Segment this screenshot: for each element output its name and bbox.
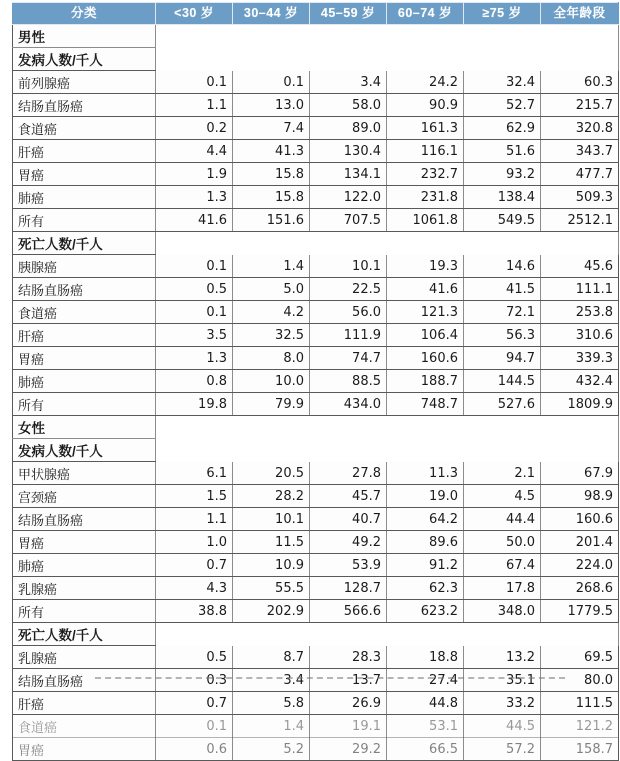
table-row <box>13 186 619 209</box>
cell-value: 19.8 <box>156 393 233 416</box>
cell-value <box>156 25 233 48</box>
cell-value <box>387 48 464 71</box>
cell-value: 72.1 <box>464 301 541 324</box>
cell-value: 310.6 <box>541 324 619 347</box>
cell-value: 19.3 <box>387 255 464 278</box>
table-row <box>13 577 619 600</box>
cell-value: 7.4 <box>233 117 310 140</box>
cell-value: 58.0 <box>310 94 387 117</box>
cell-value: 69.5 <box>541 646 619 669</box>
row-label: 肝癌 <box>13 140 156 163</box>
cell-value: 13.7 <box>310 669 387 692</box>
cell-value: 0.7 <box>156 554 233 577</box>
row-label: 食道癌 <box>13 301 156 324</box>
cell-value: 2512.1 <box>541 209 619 232</box>
cell-value: 19.1 <box>310 715 387 738</box>
cell-value: 158.7 <box>541 738 619 761</box>
cell-value: 13.2 <box>464 646 541 669</box>
row-label: 所有 <box>13 393 156 416</box>
table-row <box>13 255 619 278</box>
row-label: 结肠直肠癌 <box>13 508 156 531</box>
cell-value: 339.3 <box>541 347 619 370</box>
cell-value: 91.2 <box>387 554 464 577</box>
cell-value: 477.7 <box>541 163 619 186</box>
table-row <box>13 71 619 94</box>
cell-value: 151.6 <box>233 209 310 232</box>
cell-value: 28.2 <box>233 485 310 508</box>
cell-value: 1.4 <box>233 715 310 738</box>
cell-value: 224.0 <box>541 554 619 577</box>
cell-value: 121.3 <box>387 301 464 324</box>
cell-value: 18.8 <box>387 646 464 669</box>
cell-value: 160.6 <box>541 508 619 531</box>
cell-value <box>387 439 464 462</box>
table-row <box>13 462 619 485</box>
section-label: 死亡人数/千人 <box>13 232 156 255</box>
section-label: 男性 <box>13 25 156 48</box>
cell-value <box>233 416 310 439</box>
cell-value: 27.8 <box>310 462 387 485</box>
cell-value: 40.7 <box>310 508 387 531</box>
cell-value <box>387 623 464 646</box>
table-row <box>13 324 619 347</box>
cell-value <box>233 439 310 462</box>
cell-value <box>464 232 541 255</box>
cell-value <box>541 48 619 71</box>
cell-value: 35.1 <box>464 669 541 692</box>
table-row <box>13 163 619 186</box>
cell-value: 53.1 <box>387 715 464 738</box>
cell-value: 50.0 <box>464 531 541 554</box>
cell-value: 66.5 <box>387 738 464 761</box>
row-label: 结肠直肠癌 <box>13 94 156 117</box>
cell-value: 74.7 <box>310 347 387 370</box>
cell-value: 8.0 <box>233 347 310 370</box>
cell-value: 80.0 <box>541 669 619 692</box>
cell-value: 15.8 <box>233 186 310 209</box>
cell-value: 44.5 <box>464 715 541 738</box>
cell-value: 67.4 <box>464 554 541 577</box>
cell-value: 748.7 <box>387 393 464 416</box>
cell-value: 27.4 <box>387 669 464 692</box>
cell-value: 2.1 <box>464 462 541 485</box>
cell-value: 5.8 <box>233 692 310 715</box>
cell-value: 62.9 <box>464 117 541 140</box>
cell-value: 13.0 <box>233 94 310 117</box>
table-body <box>13 25 619 761</box>
cell-value: 130.4 <box>310 140 387 163</box>
cell-value: 90.9 <box>387 94 464 117</box>
cell-value: 3.4 <box>233 669 310 692</box>
section-label: 发病人数/千人 <box>13 439 156 462</box>
cell-value: 1.0 <box>156 531 233 554</box>
cell-value <box>541 439 619 462</box>
cell-value <box>541 623 619 646</box>
section-row <box>13 48 619 71</box>
row-label: 结肠直肠癌 <box>13 278 156 301</box>
table-row <box>13 531 619 554</box>
cell-value: 93.2 <box>464 163 541 186</box>
cell-value: 44.4 <box>464 508 541 531</box>
table-row <box>13 715 619 738</box>
cell-value <box>464 48 541 71</box>
cell-value <box>310 25 387 48</box>
cell-value: 707.5 <box>310 209 387 232</box>
cell-value: 0.1 <box>156 715 233 738</box>
cell-value: 3.5 <box>156 324 233 347</box>
table-row <box>13 646 619 669</box>
cell-value <box>387 416 464 439</box>
cell-value: 41.3 <box>233 140 310 163</box>
cell-value: 111.1 <box>541 278 619 301</box>
cancer-statistics-table <box>12 2 619 761</box>
cell-value: 116.1 <box>387 140 464 163</box>
cell-value: 0.8 <box>156 370 233 393</box>
row-label: 所有 <box>13 600 156 623</box>
cell-value <box>310 48 387 71</box>
cell-value: 106.4 <box>387 324 464 347</box>
row-label: 胰腺癌 <box>13 255 156 278</box>
section-row <box>13 416 619 439</box>
cell-value: 38.8 <box>156 600 233 623</box>
cell-value <box>464 439 541 462</box>
cell-value <box>233 232 310 255</box>
row-label: 胃癌 <box>13 738 156 761</box>
section-row <box>13 25 619 48</box>
row-label: 食道癌 <box>13 715 156 738</box>
cell-value: 1809.9 <box>541 393 619 416</box>
cell-value: 1.3 <box>156 347 233 370</box>
cell-value: 44.8 <box>387 692 464 715</box>
row-label: 肺癌 <box>13 554 156 577</box>
cell-value <box>464 416 541 439</box>
cell-value: 53.9 <box>310 554 387 577</box>
row-label: 宫颈癌 <box>13 485 156 508</box>
cell-value: 20.5 <box>233 462 310 485</box>
cell-value <box>233 623 310 646</box>
row-label: 胃癌 <box>13 347 156 370</box>
cell-value: 1.4 <box>233 255 310 278</box>
cell-value <box>156 623 233 646</box>
cell-value: 89.0 <box>310 117 387 140</box>
cell-value: 45.7 <box>310 485 387 508</box>
cell-value: 432.4 <box>541 370 619 393</box>
cell-value: 549.5 <box>464 209 541 232</box>
cell-value: 4.3 <box>156 577 233 600</box>
column-header-75-plus: ≥75 岁 <box>464 3 541 25</box>
cell-value: 566.6 <box>310 600 387 623</box>
row-label: 胃癌 <box>13 531 156 554</box>
cell-value: 0.1 <box>233 71 310 94</box>
cell-value: 32.5 <box>233 324 310 347</box>
cell-value: 232.7 <box>387 163 464 186</box>
cell-value: 67.9 <box>541 462 619 485</box>
cell-value: 0.5 <box>156 646 233 669</box>
cell-value: 88.5 <box>310 370 387 393</box>
cell-value <box>156 416 233 439</box>
cell-value <box>541 416 619 439</box>
cell-value: 0.3 <box>156 669 233 692</box>
cell-value: 3.4 <box>310 71 387 94</box>
cell-value: 0.1 <box>156 255 233 278</box>
table-row <box>13 692 619 715</box>
cell-value: 17.8 <box>464 577 541 600</box>
row-label: 肝癌 <box>13 692 156 715</box>
cell-value: 434.0 <box>310 393 387 416</box>
cell-value: 134.1 <box>310 163 387 186</box>
cell-value <box>156 232 233 255</box>
table-row <box>13 301 619 324</box>
cell-value: 56.3 <box>464 324 541 347</box>
cell-value: 6.1 <box>156 462 233 485</box>
cell-value <box>310 232 387 255</box>
section-row <box>13 623 619 646</box>
cell-value: 4.2 <box>233 301 310 324</box>
cell-value: 22.5 <box>310 278 387 301</box>
cell-value <box>464 623 541 646</box>
cell-value: 128.7 <box>310 577 387 600</box>
cell-value: 11.3 <box>387 462 464 485</box>
cell-value: 32.4 <box>464 71 541 94</box>
column-header-30-44: 30–44 岁 <box>233 3 310 25</box>
cell-value: 268.6 <box>541 577 619 600</box>
cell-value: 15.8 <box>233 163 310 186</box>
table-screenshot <box>0 2 620 758</box>
section-label: 发病人数/千人 <box>13 48 156 71</box>
section-row <box>13 232 619 255</box>
row-label: 所有 <box>13 209 156 232</box>
cell-value: 5.2 <box>233 738 310 761</box>
cell-value: 14.6 <box>464 255 541 278</box>
cell-value: 1.5 <box>156 485 233 508</box>
cell-value <box>310 416 387 439</box>
table-row <box>13 117 619 140</box>
column-header-60-74: 60–74 岁 <box>387 3 464 25</box>
cell-value: 10.0 <box>233 370 310 393</box>
cell-value: 41.6 <box>156 209 233 232</box>
cell-value: 11.5 <box>233 531 310 554</box>
row-label: 胃癌 <box>13 163 156 186</box>
cell-value: 122.0 <box>310 186 387 209</box>
cell-value: 215.7 <box>541 94 619 117</box>
cell-value: 56.0 <box>310 301 387 324</box>
section-label: 女性 <box>13 416 156 439</box>
cell-value: 0.2 <box>156 117 233 140</box>
cell-value: 45.6 <box>541 255 619 278</box>
table-row <box>13 278 619 301</box>
cell-value <box>310 439 387 462</box>
row-label: 甲状腺癌 <box>13 462 156 485</box>
column-header-45-59: 45–59 岁 <box>310 3 387 25</box>
header-row <box>13 3 619 25</box>
cell-value <box>541 232 619 255</box>
table-row <box>13 393 619 416</box>
cell-value: 1.9 <box>156 163 233 186</box>
row-label: 乳腺癌 <box>13 577 156 600</box>
row-label: 肺癌 <box>13 370 156 393</box>
cell-value: 0.7 <box>156 692 233 715</box>
cell-value: 64.2 <box>387 508 464 531</box>
cell-value: 202.9 <box>233 600 310 623</box>
row-label: 肝癌 <box>13 324 156 347</box>
cell-value: 26.9 <box>310 692 387 715</box>
table-row <box>13 140 619 163</box>
cell-value <box>387 232 464 255</box>
cell-value: 623.2 <box>387 600 464 623</box>
cell-value: 138.4 <box>464 186 541 209</box>
cell-value: 0.6 <box>156 738 233 761</box>
cell-value <box>156 439 233 462</box>
column-header-all-ages: 全年龄段 <box>541 3 619 25</box>
cell-value: 10.9 <box>233 554 310 577</box>
cell-value: 94.7 <box>464 347 541 370</box>
section-label: 死亡人数/千人 <box>13 623 156 646</box>
section-row <box>13 439 619 462</box>
cell-value: 253.8 <box>541 301 619 324</box>
cell-value: 1061.8 <box>387 209 464 232</box>
cell-value: 4.5 <box>464 485 541 508</box>
cell-value: 89.6 <box>387 531 464 554</box>
cell-value: 1.1 <box>156 508 233 531</box>
row-label: 前列腺癌 <box>13 71 156 94</box>
table-row <box>13 738 619 761</box>
cell-value: 57.2 <box>464 738 541 761</box>
row-label: 食道癌 <box>13 117 156 140</box>
table-row <box>13 669 619 692</box>
row-label: 乳腺癌 <box>13 646 156 669</box>
cell-value: 33.2 <box>464 692 541 715</box>
cell-value: 111.9 <box>310 324 387 347</box>
cell-value: 527.6 <box>464 393 541 416</box>
cell-value: 19.0 <box>387 485 464 508</box>
table-row <box>13 347 619 370</box>
cell-value: 4.4 <box>156 140 233 163</box>
cell-value: 49.2 <box>310 531 387 554</box>
cell-value: 55.5 <box>233 577 310 600</box>
table-row <box>13 209 619 232</box>
cell-value: 24.2 <box>387 71 464 94</box>
cell-value: 348.0 <box>464 600 541 623</box>
cell-value: 29.2 <box>310 738 387 761</box>
cell-value <box>233 48 310 71</box>
column-header-category: 分类 <box>13 3 156 25</box>
cell-value: 343.7 <box>541 140 619 163</box>
column-header-under-30: <30 岁 <box>156 3 233 25</box>
cell-value <box>156 48 233 71</box>
cell-value: 231.8 <box>387 186 464 209</box>
cell-value: 0.5 <box>156 278 233 301</box>
row-label: 肺癌 <box>13 186 156 209</box>
cell-value: 62.3 <box>387 577 464 600</box>
cell-value: 60.3 <box>541 71 619 94</box>
cell-value: 144.5 <box>464 370 541 393</box>
cell-value: 79.9 <box>233 393 310 416</box>
cell-value: 320.8 <box>541 117 619 140</box>
cell-value: 1.1 <box>156 94 233 117</box>
cell-value: 1779.5 <box>541 600 619 623</box>
cell-value: 121.2 <box>541 715 619 738</box>
cell-value: 0.1 <box>156 71 233 94</box>
cell-value: 509.3 <box>541 186 619 209</box>
cell-value: 41.6 <box>387 278 464 301</box>
table-header <box>13 3 619 25</box>
cell-value: 10.1 <box>310 255 387 278</box>
table-row <box>13 554 619 577</box>
cell-value: 8.7 <box>233 646 310 669</box>
cell-value: 52.7 <box>464 94 541 117</box>
cell-value <box>233 25 310 48</box>
table-row <box>13 485 619 508</box>
cell-value: 41.5 <box>464 278 541 301</box>
cell-value: 201.4 <box>541 531 619 554</box>
table-row <box>13 94 619 117</box>
cell-value: 161.3 <box>387 117 464 140</box>
cell-value: 0.1 <box>156 301 233 324</box>
table-row <box>13 370 619 393</box>
cell-value: 51.6 <box>464 140 541 163</box>
table-row <box>13 508 619 531</box>
cell-value: 98.9 <box>541 485 619 508</box>
cell-value: 1.3 <box>156 186 233 209</box>
row-label: 结肠直肠癌 <box>13 669 156 692</box>
cell-value: 111.5 <box>541 692 619 715</box>
cell-value: 188.7 <box>387 370 464 393</box>
cell-value <box>541 25 619 48</box>
cell-value <box>387 25 464 48</box>
table-row <box>13 600 619 623</box>
cell-value: 28.3 <box>310 646 387 669</box>
cell-value <box>310 623 387 646</box>
cell-value: 160.6 <box>387 347 464 370</box>
cell-value: 10.1 <box>233 508 310 531</box>
cell-value: 5.0 <box>233 278 310 301</box>
cell-value <box>464 25 541 48</box>
